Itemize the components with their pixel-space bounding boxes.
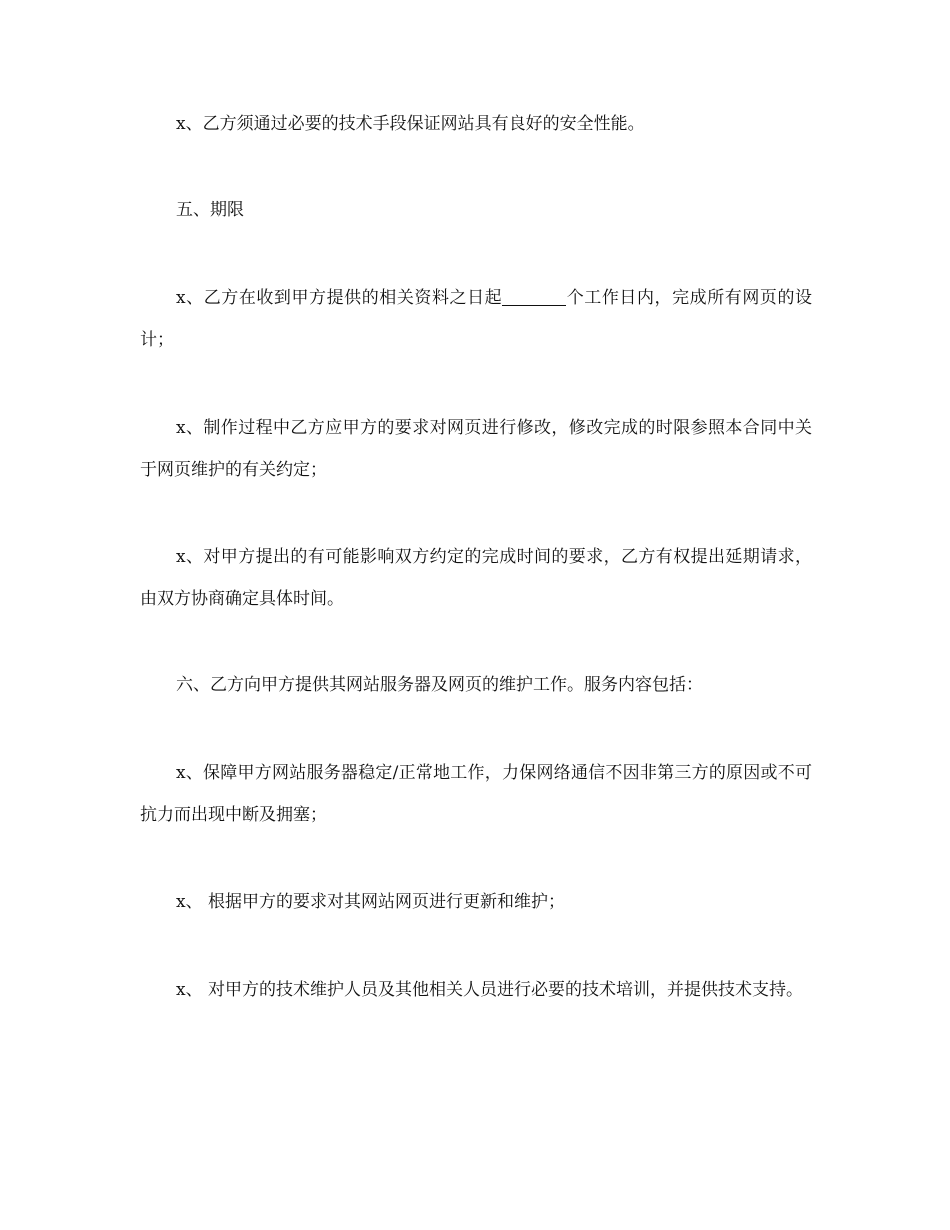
clause-training: x、 对甲方的技术维护人员及其他相关人员进行必要的技术培训，并提供技术支持。 <box>176 980 803 1000</box>
clause-server-stability: x、保障甲方网站服务器稳定/正常地工作，力保网络通信不因非第三方的原因或不可抗力而出现中断及拥塞； <box>140 763 812 825</box>
clause-security: x、乙方须通过必要的技术手段保证网站具有良好的安全性能。 <box>176 114 645 134</box>
section-heading-maintenance: 六、乙方向甲方提供其网站服务器及网页的维护工作。服务内容包括： <box>176 675 703 695</box>
clause-update: x、 根据甲方的要求对其网站网页进行更新和维护； <box>176 892 565 912</box>
clause-design-deadline-after: 个工作日内，完成所有网页的设计； <box>140 288 812 350</box>
clause-design-deadline-before: x、乙方在收到甲方提供的相关资料之日起 <box>176 288 503 308</box>
blank-days-field <box>502 287 566 306</box>
clause-design-deadline <box>140 277 812 361</box>
clause-extension: x、对甲方提出的有可能影响双方约定的完成时间的要求，乙方有权提出延期请求，由双方协商确定具体时间。 <box>140 547 812 609</box>
section-heading-term: 五、期限 <box>176 200 244 220</box>
clause-revision: x、制作过程中乙方应甲方的要求对网页进行修改，修改完成的时限参照本合同中关于网页维护的有关约定； <box>140 418 812 480</box>
